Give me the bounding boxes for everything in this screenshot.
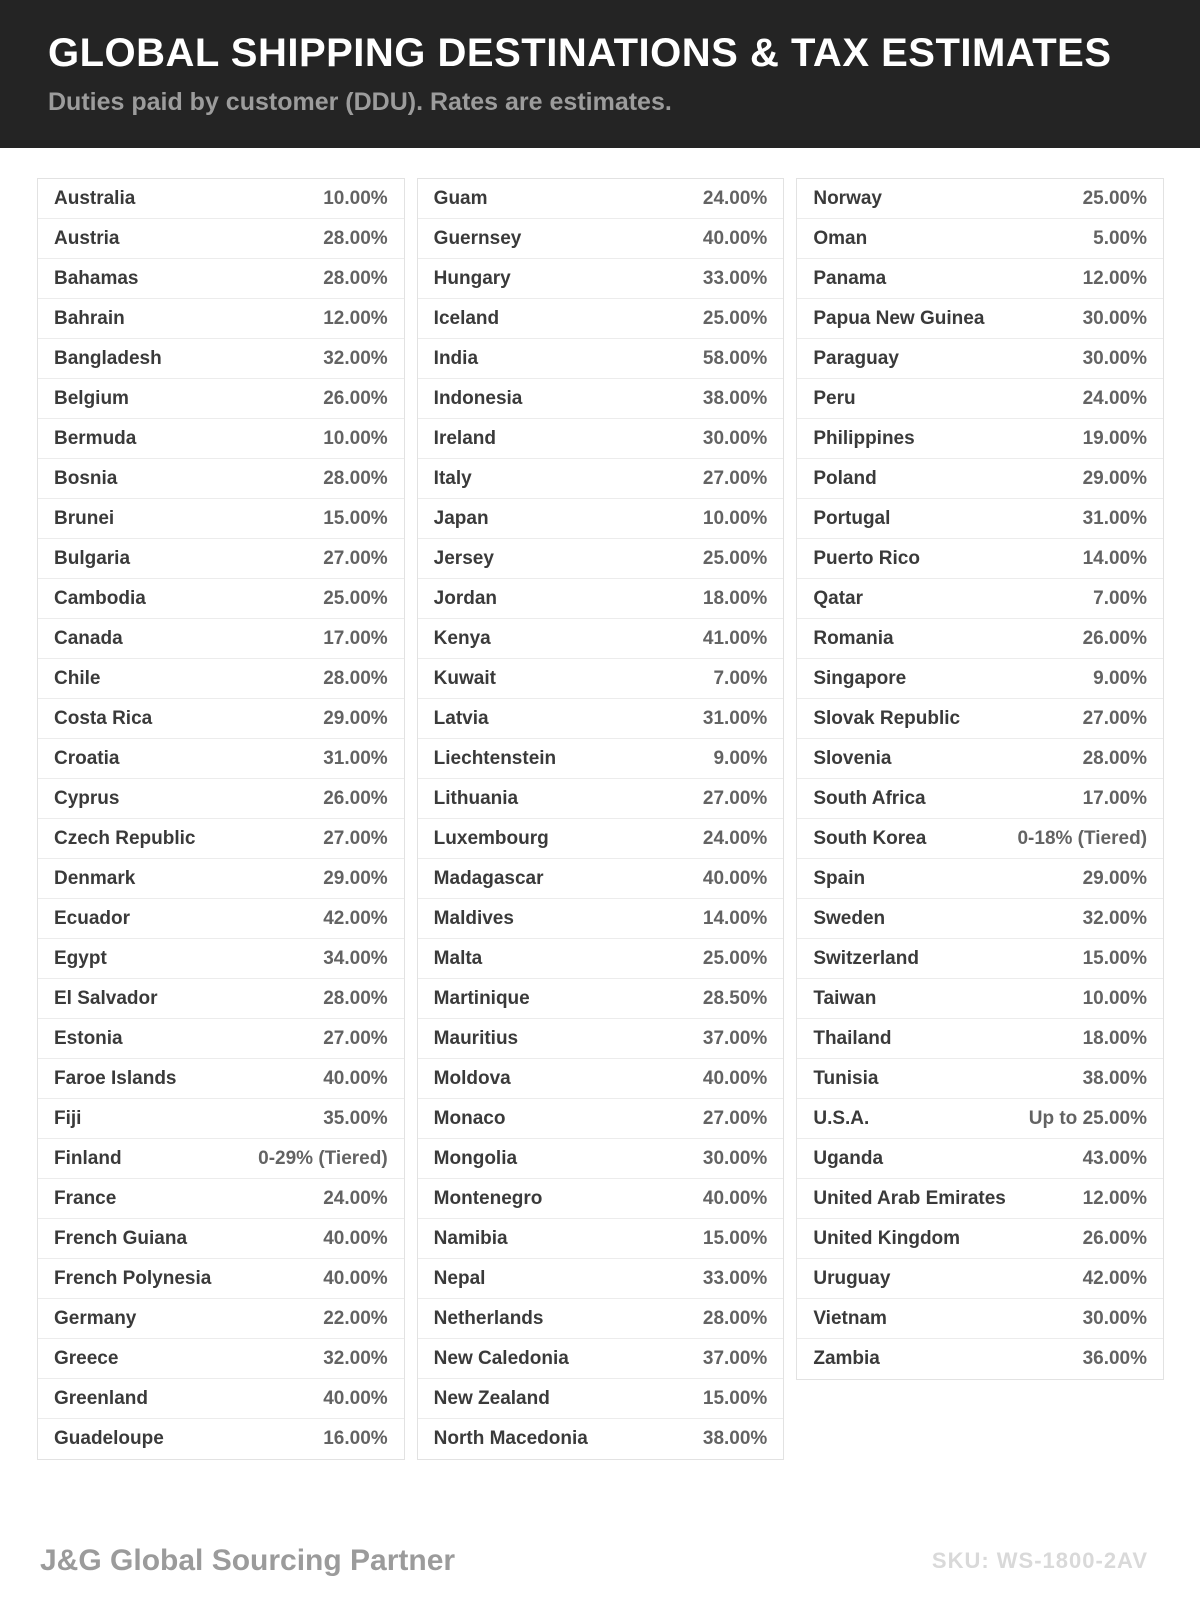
table-row: [418, 1339, 784, 1379]
table-row: [38, 1339, 404, 1379]
table-row: [797, 699, 1163, 739]
country-name: Madagascar: [433, 867, 544, 889]
table-row: [38, 219, 404, 259]
country-name: South Africa: [813, 787, 926, 809]
table-row: [797, 259, 1163, 299]
table-row: [797, 379, 1163, 419]
country-name: Moldova: [433, 1067, 511, 1089]
tax-rate: 27.00%: [702, 1107, 768, 1129]
tax-rate: 25.00%: [702, 307, 768, 329]
tax-rate: 22.00%: [323, 1307, 388, 1329]
tax-rate: 26.00%: [1082, 1227, 1148, 1249]
tax-rate: 40.00%: [702, 1067, 768, 1089]
country-name: Jordan: [433, 587, 498, 609]
table-row: [418, 1219, 784, 1259]
table-row: [418, 659, 784, 699]
country-name: Brunei: [54, 507, 115, 529]
tax-rate: 15.00%: [323, 507, 388, 529]
tax-rate: 27.00%: [323, 1027, 388, 1049]
table-row: [797, 899, 1163, 939]
table-row: [797, 1299, 1163, 1339]
tax-rate: 14.00%: [1082, 547, 1148, 569]
tax-rate: 28.00%: [1082, 747, 1148, 769]
table-row: [418, 1019, 784, 1059]
table-row: [797, 1139, 1163, 1179]
tax-rate: 10.00%: [323, 187, 388, 209]
tax-rate: 30.00%: [1082, 1307, 1148, 1329]
tax-rate: 27.00%: [323, 827, 388, 849]
tax-rate: 18.00%: [702, 587, 768, 609]
tax-rate: 26.00%: [323, 387, 388, 409]
table-row: [797, 1099, 1163, 1139]
country-name: Austria: [54, 227, 120, 249]
country-name: Chile: [54, 667, 101, 689]
table-row: [418, 779, 784, 819]
country-name: Switzerland: [813, 947, 919, 969]
table-row: [797, 659, 1163, 699]
country-name: Australia: [54, 187, 136, 209]
tax-rate: 30.00%: [702, 1147, 768, 1169]
country-name: South Korea: [813, 827, 927, 849]
brand-name: J&G Global Sourcing Partner: [40, 1544, 456, 1577]
country-name: Portugal: [813, 507, 891, 529]
country-name: Denmark: [54, 867, 136, 889]
country-name: Bahrain: [54, 307, 125, 329]
tax-rate: 38.00%: [1082, 1067, 1148, 1089]
tax-rate: 30.00%: [702, 427, 768, 449]
table-row: [418, 739, 784, 779]
table-row: [38, 1259, 404, 1299]
tax-rate: 40.00%: [702, 867, 768, 889]
country-name: Japan: [433, 507, 489, 529]
tax-rate: 7.00%: [1093, 587, 1148, 609]
table-row: [797, 1019, 1163, 1059]
table-row: [38, 1299, 404, 1339]
table-row: [418, 1379, 784, 1419]
tax-rate: 30.00%: [1082, 307, 1148, 329]
tax-rate: 26.00%: [323, 787, 388, 809]
tax-rate: 17.00%: [1082, 787, 1148, 809]
tax-rate: 40.00%: [323, 1387, 388, 1409]
country-name: Bulgaria: [54, 547, 131, 569]
country-name: Lithuania: [433, 787, 519, 809]
country-name: Kenya: [433, 627, 491, 649]
tax-rate: 25.00%: [323, 587, 388, 609]
table-row: [38, 939, 404, 979]
table-row: [797, 859, 1163, 899]
table-row: [418, 1059, 784, 1099]
table-row: [797, 299, 1163, 339]
country-name: Bosnia: [54, 467, 118, 489]
tax-rate: 31.00%: [323, 747, 388, 769]
tax-rate: 12.00%: [323, 307, 388, 329]
tax-rate: 15.00%: [702, 1387, 768, 1409]
table-row: [38, 339, 404, 379]
tax-rate: 30.00%: [1082, 347, 1148, 369]
table-row: [38, 739, 404, 779]
country-name: Belgium: [54, 387, 129, 409]
table-row: [38, 1419, 404, 1459]
country-name: Taiwan: [813, 987, 877, 1009]
tax-rate: 25.00%: [1082, 187, 1148, 209]
tax-rate: 41.00%: [702, 627, 768, 649]
table-row: [418, 539, 784, 579]
tax-rate: 28.00%: [323, 667, 388, 689]
tax-rate: 42.00%: [1082, 1267, 1148, 1289]
tax-rate: 28.50%: [702, 987, 768, 1009]
page-subtitle: Duties paid by customer (DDU). Rates are estimates.: [48, 88, 672, 116]
country-name: Norway: [813, 187, 882, 209]
table-row: [797, 1059, 1163, 1099]
table-row: [418, 939, 784, 979]
tax-rate: 28.00%: [323, 467, 388, 489]
country-name: Costa Rica: [54, 707, 153, 729]
table-column-1: [37, 178, 405, 1460]
tax-rate: 29.00%: [323, 867, 388, 889]
country-name: United Arab Emirates: [813, 1187, 1006, 1209]
country-name: Montenegro: [433, 1187, 543, 1209]
country-name: Faroe Islands: [54, 1067, 177, 1089]
table-row: [418, 339, 784, 379]
table-row: [38, 299, 404, 339]
table-row: [418, 899, 784, 939]
table-row: [418, 979, 784, 1019]
country-name: Bahamas: [54, 267, 139, 289]
tax-rate: 19.00%: [1082, 427, 1148, 449]
country-name: Cambodia: [54, 587, 146, 609]
table-row: [797, 1259, 1163, 1299]
table-row: [38, 859, 404, 899]
table-row: [38, 1219, 404, 1259]
tax-rate: Up to 25.00%: [1028, 1107, 1148, 1129]
table-column-2: [417, 178, 785, 1460]
table-row: [418, 259, 784, 299]
table-column-3: [796, 178, 1164, 1380]
tax-rate: 32.00%: [323, 347, 388, 369]
tax-rate: 15.00%: [1082, 947, 1148, 969]
sku-label: SKU: WS-1800-2AV: [931, 1548, 1148, 1573]
country-name: Romania: [813, 627, 894, 649]
table-row: [797, 1219, 1163, 1259]
table-row: [797, 619, 1163, 659]
country-name: Monaco: [433, 1107, 506, 1129]
tax-rate: 27.00%: [1082, 707, 1148, 729]
tax-rate: 9.00%: [713, 747, 768, 769]
country-name: United Kingdom: [813, 1227, 961, 1249]
country-name: Peru: [813, 387, 856, 409]
table-row: [418, 579, 784, 619]
table-row: [418, 379, 784, 419]
table-row: [797, 539, 1163, 579]
country-name: Hungary: [433, 267, 511, 289]
tax-rate: 28.00%: [323, 227, 388, 249]
tax-rate: 9.00%: [1093, 667, 1148, 689]
table-row: [38, 619, 404, 659]
tax-rate: 32.00%: [1082, 907, 1148, 929]
tax-rate: 32.00%: [323, 1347, 388, 1369]
table-row: [797, 459, 1163, 499]
country-name: Guadeloupe: [54, 1428, 164, 1449]
tax-rate: 0-18% (Tiered): [1017, 827, 1148, 849]
tax-rate: 58.00%: [702, 347, 768, 369]
country-name: Ecuador: [54, 907, 131, 929]
country-name: Oman: [813, 227, 868, 249]
page-header: [0, 0, 1200, 148]
country-name: Guernsey: [433, 227, 522, 249]
country-name: Fiji: [54, 1107, 82, 1129]
table-row: [38, 1139, 404, 1179]
country-name: Martinique: [433, 987, 530, 1009]
table-row: [418, 1099, 784, 1139]
table-row: [38, 1019, 404, 1059]
table-row: [418, 1259, 784, 1299]
table-row: [797, 219, 1163, 259]
country-name: Vietnam: [813, 1307, 887, 1329]
tax-rate: 40.00%: [323, 1227, 388, 1249]
country-name: Egypt: [54, 947, 107, 969]
tax-rate: 33.00%: [702, 267, 768, 289]
table-row: [418, 419, 784, 459]
tax-rate: 17.00%: [323, 627, 388, 649]
country-name: Paraguay: [813, 347, 899, 369]
page-footer: [40, 1544, 1148, 1578]
tax-rate: 10.00%: [1082, 987, 1148, 1009]
tax-rate: 42.00%: [323, 907, 388, 929]
table-row: [38, 419, 404, 459]
table-row: [797, 419, 1163, 459]
table-row: [797, 1339, 1163, 1379]
tax-rate: 24.00%: [323, 1187, 388, 1209]
table-row: [797, 579, 1163, 619]
tax-rate: 16.00%: [323, 1428, 388, 1449]
country-name: Bangladesh: [54, 347, 162, 369]
tax-rate: 35.00%: [323, 1107, 388, 1129]
country-name: Uganda: [813, 1147, 884, 1169]
tax-rate: 40.00%: [323, 1267, 388, 1289]
table-row: [38, 1379, 404, 1419]
table-row: [797, 339, 1163, 379]
country-name: Canada: [54, 627, 123, 649]
table-row: [418, 819, 784, 859]
country-name: Nepal: [433, 1267, 486, 1289]
country-name: El Salvador: [54, 987, 158, 1009]
country-name: Slovak Republic: [813, 707, 961, 729]
table-row: [38, 179, 404, 219]
table-row: [38, 579, 404, 619]
country-name: Slovenia: [813, 747, 892, 769]
table-row: [418, 619, 784, 659]
table-row: [38, 979, 404, 1019]
table-row: [418, 1179, 784, 1219]
tax-rate: 40.00%: [702, 1187, 768, 1209]
country-name: Guam: [433, 187, 488, 209]
tax-rate: 27.00%: [323, 547, 388, 569]
country-name: India: [433, 347, 479, 369]
country-name: Zambia: [813, 1348, 880, 1369]
country-name: Tunisia: [813, 1067, 879, 1089]
country-name: France: [54, 1187, 117, 1209]
tax-rate: 37.00%: [702, 1347, 768, 1369]
table-row: [418, 1139, 784, 1179]
tax-rate: 10.00%: [702, 507, 768, 529]
tax-rate: 29.00%: [323, 707, 388, 729]
country-name: Ireland: [433, 427, 496, 449]
table-row: [797, 1179, 1163, 1219]
tax-rate: 31.00%: [702, 707, 768, 729]
tax-rate: 14.00%: [702, 907, 768, 929]
table-row: [418, 179, 784, 219]
table-row: [418, 499, 784, 539]
table-row: [38, 819, 404, 859]
table-row: [38, 539, 404, 579]
page-title: GLOBAL SHIPPING DESTINATIONS & TAX ESTIMATES: [48, 31, 1112, 75]
table-row: [38, 659, 404, 699]
country-name: Qatar: [813, 587, 863, 609]
tax-rate: 33.00%: [702, 1267, 768, 1289]
country-name: Estonia: [54, 1027, 123, 1049]
tax-rate: 28.00%: [323, 267, 388, 289]
country-name: U.S.A.: [813, 1107, 870, 1129]
country-name: Philippines: [813, 427, 915, 449]
table-row: [797, 739, 1163, 779]
country-name: Uruguay: [813, 1267, 891, 1289]
table-row: [418, 859, 784, 899]
country-name: Jersey: [433, 547, 494, 569]
table-row: [38, 379, 404, 419]
country-name: Germany: [54, 1307, 137, 1329]
tax-rate: 28.00%: [323, 987, 388, 1009]
table-row: [418, 1419, 784, 1459]
tax-rate: 29.00%: [1082, 867, 1148, 889]
table-row: [38, 1099, 404, 1139]
country-name: French Guiana: [54, 1227, 188, 1249]
tax-rate: 27.00%: [702, 787, 768, 809]
tax-rate: 18.00%: [1082, 1027, 1148, 1049]
tax-rate: 31.00%: [1082, 507, 1148, 529]
tax-rate: 24.00%: [1082, 387, 1148, 409]
table-row: [797, 979, 1163, 1019]
country-name: Sweden: [813, 907, 886, 929]
tax-rate: 40.00%: [323, 1067, 388, 1089]
table-row: [797, 939, 1163, 979]
country-name: Papua New Guinea: [813, 307, 985, 329]
country-name: Finland: [54, 1147, 122, 1169]
tax-rate: 38.00%: [702, 387, 768, 409]
country-name: Greenland: [54, 1387, 148, 1409]
country-name: Latvia: [433, 707, 489, 729]
country-name: Italy: [433, 467, 472, 489]
country-name: Kuwait: [433, 667, 496, 689]
table-row: [797, 179, 1163, 219]
table-row: [38, 699, 404, 739]
table-row: [418, 299, 784, 339]
tax-rate: 7.00%: [713, 667, 768, 689]
country-name: Greece: [54, 1347, 119, 1369]
tax-rate: 36.00%: [1082, 1348, 1148, 1369]
country-name: Thailand: [813, 1027, 892, 1049]
country-name: Netherlands: [433, 1307, 544, 1329]
table-row: [38, 259, 404, 299]
country-name: Liechtenstein: [433, 747, 557, 769]
country-name: New Zealand: [433, 1387, 550, 1409]
tax-rate: 15.00%: [702, 1227, 768, 1249]
tax-rate: 10.00%: [323, 427, 388, 449]
tax-rate: 26.00%: [1082, 627, 1148, 649]
country-name: Poland: [813, 467, 877, 489]
table-row: [38, 899, 404, 939]
tax-rate: 43.00%: [1082, 1147, 1148, 1169]
tax-rate: 24.00%: [702, 187, 768, 209]
tax-rate: 12.00%: [1082, 1187, 1148, 1209]
tax-rate: 38.00%: [702, 1428, 768, 1449]
country-name: Spain: [813, 867, 866, 889]
country-name: Singapore: [813, 667, 907, 689]
country-name: Croatia: [54, 747, 120, 769]
tax-rate: 28.00%: [702, 1307, 768, 1329]
country-name: Iceland: [433, 307, 500, 329]
country-name: Maldives: [433, 907, 514, 929]
tax-rate: 27.00%: [702, 467, 768, 489]
country-name: Bermuda: [54, 427, 137, 449]
table-row: [38, 779, 404, 819]
country-name: Cyprus: [54, 787, 120, 809]
country-name: New Caledonia: [433, 1347, 569, 1369]
table-row: [418, 1299, 784, 1339]
table-row: [797, 779, 1163, 819]
table-row: [38, 1059, 404, 1099]
tax-rate: 25.00%: [702, 547, 768, 569]
tax-rate: 25.00%: [702, 947, 768, 969]
table-row: [38, 1179, 404, 1219]
table-row: [797, 499, 1163, 539]
country-name: Mongolia: [433, 1147, 518, 1169]
country-name: Luxembourg: [433, 827, 549, 849]
table-row: [38, 459, 404, 499]
country-name: North Macedonia: [433, 1428, 588, 1449]
country-name: Panama: [813, 267, 887, 289]
table-row: [418, 459, 784, 499]
country-name: French Polynesia: [54, 1267, 212, 1289]
country-name: Malta: [433, 947, 483, 969]
tax-rate: 24.00%: [702, 827, 768, 849]
tax-rate: 29.00%: [1082, 467, 1148, 489]
tax-rate: 37.00%: [702, 1027, 768, 1049]
table-row: [418, 219, 784, 259]
tax-rate: 5.00%: [1093, 227, 1148, 249]
country-name: Mauritius: [433, 1027, 519, 1049]
tax-rate: 34.00%: [323, 947, 388, 969]
tax-rate: 0-29% (Tiered): [258, 1147, 388, 1169]
destinations-table: [0, 148, 1200, 1460]
table-row: [418, 699, 784, 739]
country-name: Czech Republic: [54, 827, 196, 849]
tax-rate: 12.00%: [1082, 267, 1148, 289]
country-name: Indonesia: [433, 387, 523, 409]
table-row: [797, 819, 1163, 859]
table-row: [38, 499, 404, 539]
tax-rate: 40.00%: [702, 227, 768, 249]
country-name: Namibia: [433, 1227, 508, 1249]
country-name: Puerto Rico: [813, 547, 920, 569]
